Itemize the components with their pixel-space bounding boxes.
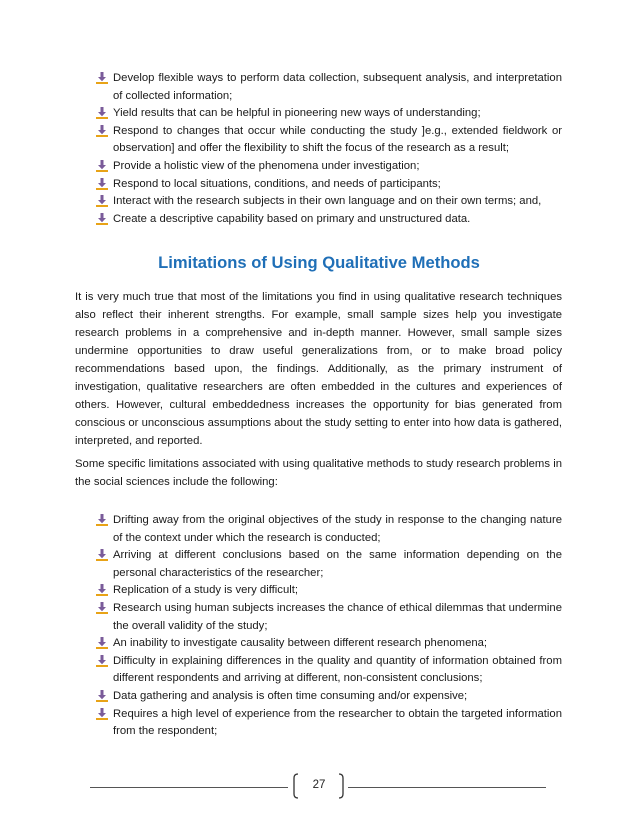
list-item bbox=[96, 176, 562, 194]
section-heading: Limitations of Using Qualitative Methods bbox=[158, 253, 480, 272]
page-number: 27 bbox=[312, 779, 326, 791]
list-item-text: Provide a holistic view of the phenomena under investigation; bbox=[113, 159, 420, 172]
down-arrow-bullet-icon bbox=[96, 178, 108, 190]
down-arrow-bullet-icon bbox=[96, 637, 108, 649]
body-paragraph: It is very much true that most of the limitations you find in using qualitative research techniques also reflect their inherent strengths. For example, small sample sizes help you investigate research problems in a comprehensive and in-depth manner. However, small sample sizes undermine opportunities to draw useful generalizations from, or to make broad policy recommendations based upon, the findings. Additionally, as the primary instrument of investigation, qualitative researchers are often embedded in the cultures and experiences of others. However, cultural embeddedness increases the opportunity for bias generated from conscious or unconscious assumptions about the study setting to enter into how data is gathered, interpreted, and reported. bbox=[75, 291, 562, 447]
down-arrow-bullet-icon bbox=[96, 213, 108, 225]
list-item-text: Develop flexible ways to perform data collection, subsequent analysis, and interpretation of collected information; bbox=[113, 72, 562, 102]
list-item bbox=[96, 512, 562, 547]
list-item bbox=[96, 158, 562, 176]
list-item bbox=[96, 193, 562, 211]
down-arrow-bullet-icon bbox=[96, 708, 108, 720]
strengths-list bbox=[96, 70, 562, 228]
footer-rule-right bbox=[348, 787, 546, 788]
down-arrow-bullet-icon bbox=[96, 107, 108, 119]
down-arrow-bullet-icon bbox=[96, 584, 108, 596]
down-arrow-bullet-icon bbox=[96, 549, 108, 561]
footer-rule-left bbox=[90, 787, 288, 788]
list-item bbox=[96, 547, 562, 582]
list-item bbox=[96, 635, 562, 653]
down-arrow-bullet-icon bbox=[96, 160, 108, 172]
list-item-text: Difficulty in explaining differences in the quality and quantity of information obtained from different respondents and arriving at different, non-consistent conclusions; bbox=[113, 654, 562, 685]
list-item bbox=[96, 688, 562, 706]
down-arrow-bullet-icon bbox=[96, 602, 108, 614]
list-item-text: An inability to investigate causality between different research phenomena; bbox=[113, 637, 488, 650]
down-arrow-bullet-icon bbox=[96, 690, 108, 702]
list-item-text: Create a descriptive capability based on primary and unstructured data. bbox=[113, 212, 471, 225]
list-item-text: Replication of a study is very difficult; bbox=[113, 584, 299, 597]
intro-paragraph: Some specific limitations associated with using qualitative methods to study research problems in the social sciences include the following: bbox=[75, 458, 562, 488]
list-item bbox=[96, 600, 562, 635]
list-item bbox=[96, 105, 562, 123]
left-bracket-icon bbox=[293, 773, 299, 799]
list-item-text: Interact with the research subjects in their own language and on their own terms; and, bbox=[113, 195, 542, 208]
list-item-text: Yield results that can be helpful in pioneering new ways of understanding; bbox=[113, 107, 481, 120]
list-item bbox=[96, 70, 562, 105]
list-item bbox=[96, 582, 562, 600]
limitations-list bbox=[96, 512, 562, 741]
down-arrow-bullet-icon bbox=[96, 655, 108, 667]
list-item-text: Respond to changes that occur while conducting the study ]e.g., extended fieldwork or observation] and offer the flexibility to shift the focus of the research as a result; bbox=[113, 124, 562, 155]
down-arrow-bullet-icon bbox=[96, 72, 108, 84]
list-item bbox=[96, 123, 562, 158]
right-bracket-icon bbox=[338, 773, 344, 799]
down-arrow-bullet-icon bbox=[96, 195, 108, 207]
list-item-text: Drifting away from the original objectives of the study in response to the changing nature of the context under which the research is conducted; bbox=[113, 514, 562, 544]
list-item-text: Research using human subjects increases the chance of ethical dilemmas that undermine the overall validity of the study; bbox=[113, 601, 562, 632]
list-item-text: Requires a high level of experience from the researcher to obtain the targeted information from the respondent; bbox=[113, 707, 562, 738]
list-item-text: Data gathering and analysis is often time consuming and/or expensive; bbox=[113, 689, 468, 702]
list-item bbox=[96, 653, 562, 688]
down-arrow-bullet-icon bbox=[96, 514, 108, 526]
list-item-text: Respond to local situations, conditions, and needs of participants; bbox=[113, 177, 441, 190]
list-item bbox=[96, 706, 562, 741]
list-item-text: Arriving at different conclusions based on the same information depending on the personal characteristics of the researcher; bbox=[113, 549, 562, 579]
list-item bbox=[96, 211, 562, 229]
down-arrow-bullet-icon bbox=[96, 125, 108, 137]
